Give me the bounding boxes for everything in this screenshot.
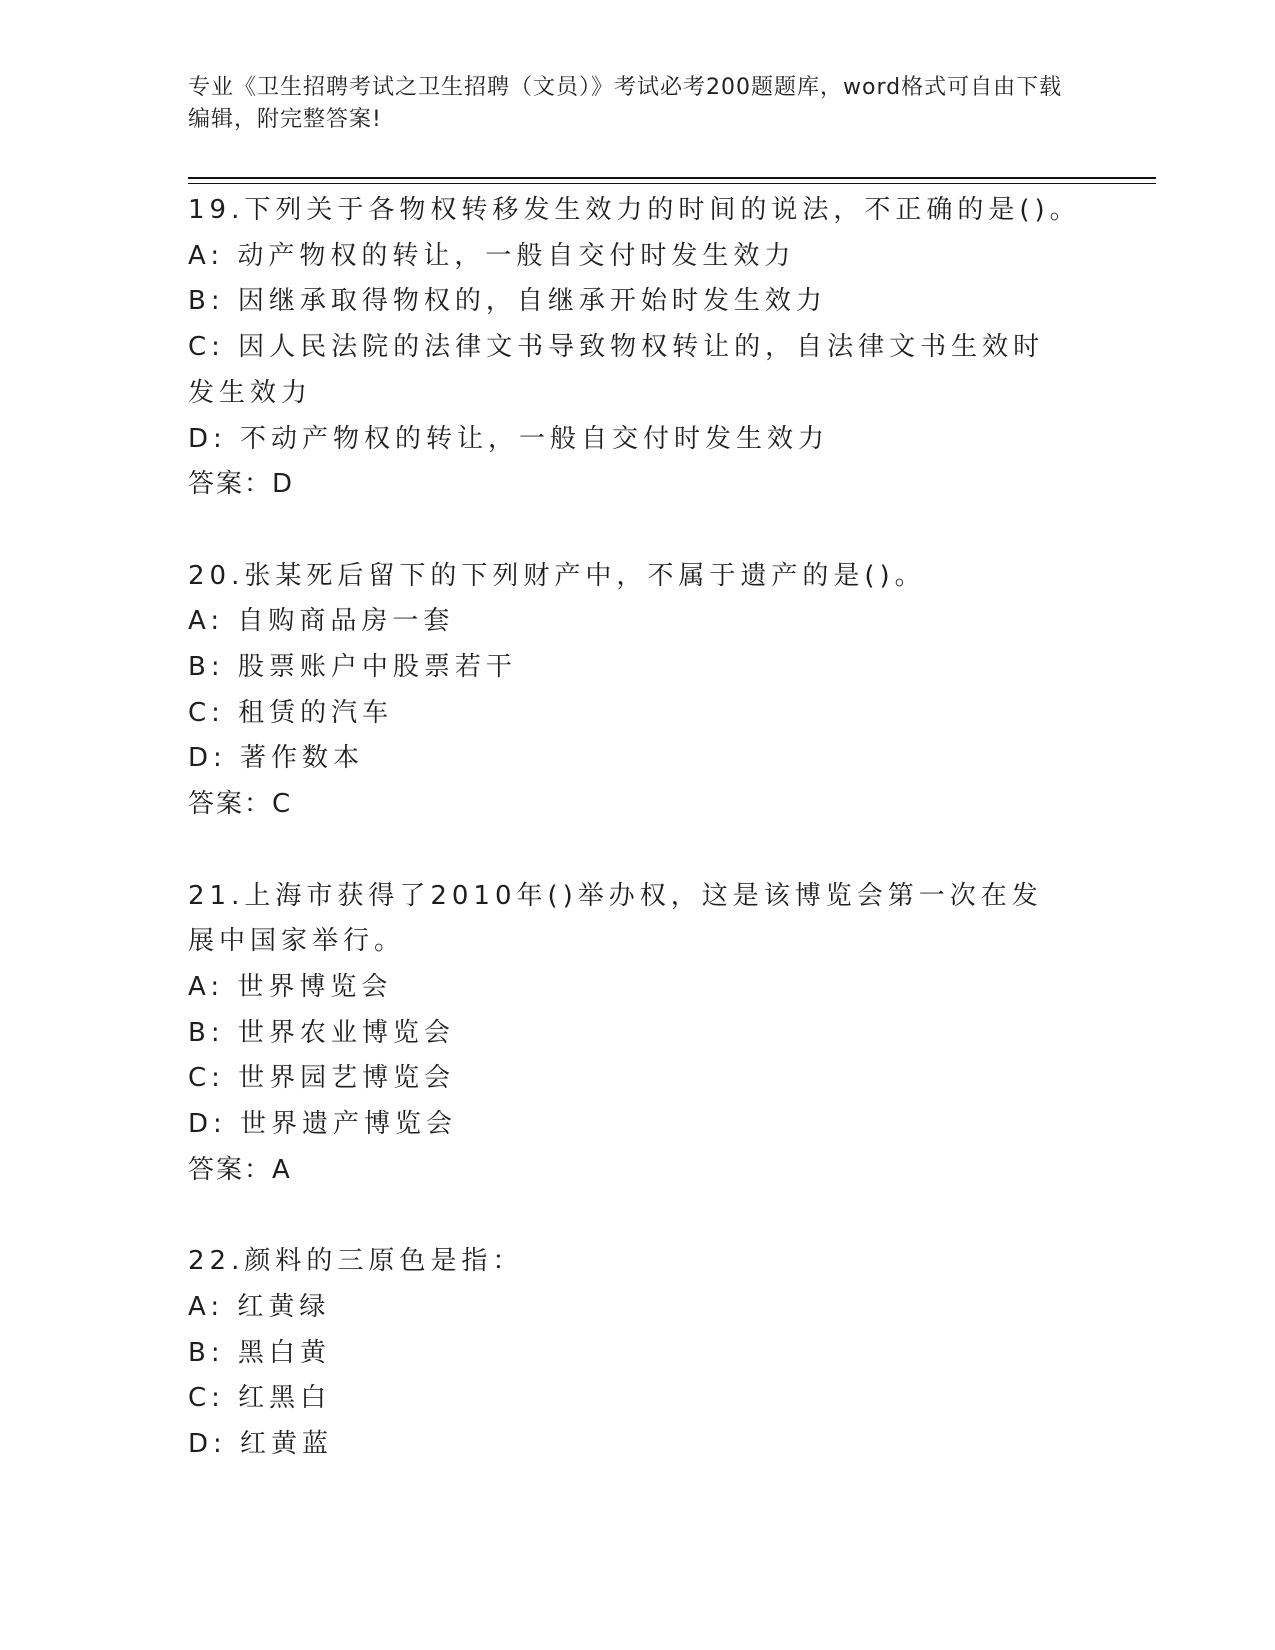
- option-a: A: 世界博览会: [188, 971, 393, 1002]
- option-d: D: 红黄蓝: [188, 1428, 334, 1459]
- document-header: 专业《卫生招聘考试之卫生招聘（文员）》考试必考200题题库，word格式可自由下载编辑，附完整答案!: [188, 75, 1063, 132]
- question-stem: 20.张某死后留下的下列财产中，不属于遗产的是()。: [188, 560, 926, 591]
- question-block: [188, 188, 1088, 508]
- answer: 答案：A: [188, 1154, 292, 1185]
- spacer: [188, 1193, 1088, 1239]
- answer: 答案：C: [188, 789, 293, 820]
- header-rule-thick: [188, 177, 1156, 179]
- option-b: B: 世界农业博览会: [188, 1017, 455, 1048]
- option-b: B: 股票账户中股票若干: [188, 652, 517, 683]
- option-b: B: 因继承取得物权的，自继承开始时发生效力: [188, 286, 827, 317]
- option-c: C: 因人民法院的法律文书导致物权转让的，自法律文书生效时发生效力: [188, 332, 1045, 408]
- question-stem: 21.上海市获得了2010年()举办权，这是该博览会第一次在发展中国家举行。: [188, 880, 1043, 957]
- question-stem: 19.下列关于各物权转移发生效力的时间的说法，不正确的是()。: [188, 195, 1081, 225]
- option-c: C: 世界园艺博览会: [188, 1063, 456, 1094]
- option-a: A: 自购商品房一套: [188, 606, 455, 637]
- question-stem: 22.颜料的三原色是指：: [188, 1246, 524, 1277]
- option-a: A: 动产物权的转让，一般自交付时发生效力: [188, 240, 796, 271]
- question-block: [188, 1239, 1088, 1468]
- option-d: D: 著作数本: [188, 743, 365, 774]
- spacer: [188, 828, 1088, 874]
- option-c: C: 租赁的汽车: [188, 697, 394, 728]
- option-b: B: 黑白黄: [188, 1337, 331, 1368]
- answer: 答案：D: [188, 469, 295, 500]
- spacer: [188, 508, 1088, 554]
- question-block: [188, 874, 1088, 1194]
- option-d: D: 世界遗产博览会: [188, 1109, 458, 1140]
- option-a: A: 红黄绿: [188, 1291, 331, 1322]
- question-block: [188, 554, 1088, 828]
- header-rule-thin: [188, 183, 1156, 184]
- question-list: [188, 188, 1088, 1468]
- option-d: D: 不动产物权的转让，一般自交付时发生效力: [188, 423, 830, 454]
- option-c: C: 红黑白: [188, 1383, 332, 1414]
